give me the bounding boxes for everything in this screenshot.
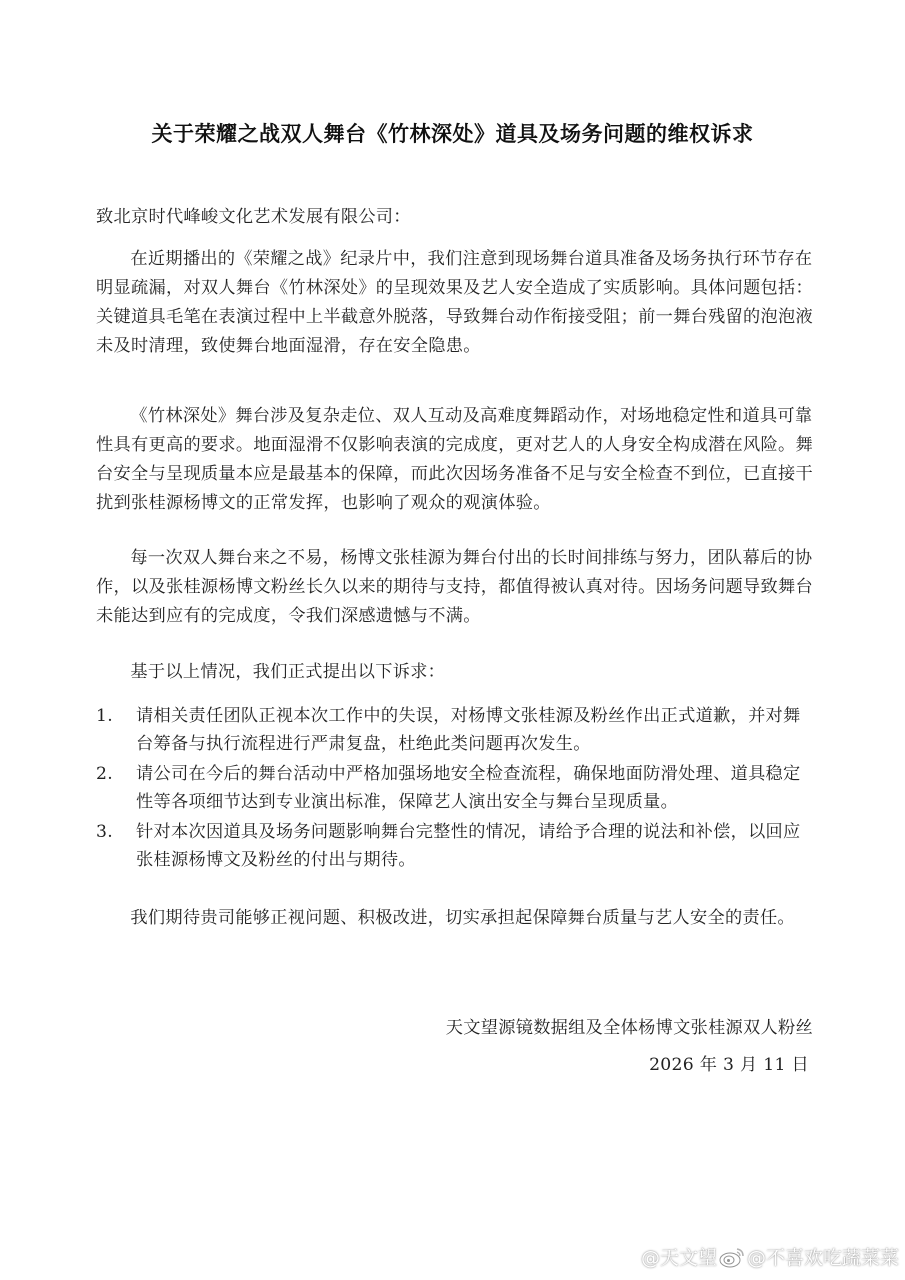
paragraph-1: 在近期播出的《荣耀之战》纪录片中，我们注意到现场舞台道具准备及场务执行环节存在明显疏漏，对双人舞台《竹林深处》的呈现效果及艺人安全造成了实质影响。具体问题包括：关键道具毛笔在表演过程中上半截意外脱落，导致舞台动作衔接受阻；前一舞台残留的泡泡液未及时清理，致使舞台地面湿滑，存在安全隐患。 xyxy=(96,249,813,356)
demand-number: 1. xyxy=(96,706,113,726)
signature: 天文望源镜数据组及全体杨博文张桂源双人粉丝 xyxy=(445,1018,813,1038)
demand-text: 请相关责任团队正视本次工作中的失误，对杨博文张桂源及粉丝作出正式道歉，并对舞台筹备与执行流程进行严肃复盘，杜绝此类问题再次发生。 xyxy=(136,706,801,754)
date: 2026 年 3 月 11 日 xyxy=(649,1055,809,1075)
demand-text: 针对本次因道具及场务问题影响舞台完整性的情况，请给予合理的说法和补偿，以回应张桂源杨博文及粉丝的付出与期待。 xyxy=(136,822,801,870)
demands-intro: 基于以上情况，我们正式提出以下诉求： xyxy=(130,662,446,682)
salutation: 致北京时代峰峻文化艺术发展有限公司： xyxy=(96,207,411,227)
paragraph-2: 《竹林深处》舞台涉及复杂走位、双人互动及高难度舞蹈动作，对场地稳定性和道具可靠性具有更高的要求。地面湿滑不仅影响表演的完成度，更对艺人的人身安全构成潜在风险。舞台安全与呈现质量本应是最基本的保障，而此次因场务准备不足与安全检查不到位，已直接干扰到张桂源杨博文的正常发挥，也影响了观众的观演体验。 xyxy=(96,406,813,513)
demand-item xyxy=(96,760,814,816)
weibo-icon xyxy=(719,1246,745,1268)
watermark-left: @天文望 xyxy=(640,1247,717,1269)
demand-item xyxy=(96,702,814,758)
demands-list xyxy=(96,702,814,876)
document-title: 关于荣耀之战双人舞台《竹林深处》道具及场务问题的维权诉求 xyxy=(151,122,754,146)
closing-paragraph: 我们期待贵司能够正视问题、积极改进，切实承担起保障舞台质量与艺人安全的责任。 xyxy=(130,908,795,928)
demand-text: 请公司在今后的舞台活动中严格加强场地安全检查流程，确保地面防滑处理、道具稳定性等各项细节达到专业演出标准，保障艺人演出安全与舞台呈现质量。 xyxy=(136,764,801,812)
demand-item xyxy=(96,818,814,874)
watermark-right: @不喜欢吃蔬菜菜 xyxy=(746,1247,899,1269)
watermark xyxy=(641,1243,899,1270)
demand-number: 3. xyxy=(96,822,113,842)
demand-number: 2. xyxy=(96,764,113,784)
paragraph-3: 每一次双人舞台来之不易，杨博文张桂源为舞台付出的长时间排练与努力，团队幕后的协作，以及张桂源杨博文粉丝长久以来的期待与支持，都值得被认真对待。因场务问题导致舞台未能达到应有的完成度，令我们深感遗憾与不满。 xyxy=(96,548,813,626)
